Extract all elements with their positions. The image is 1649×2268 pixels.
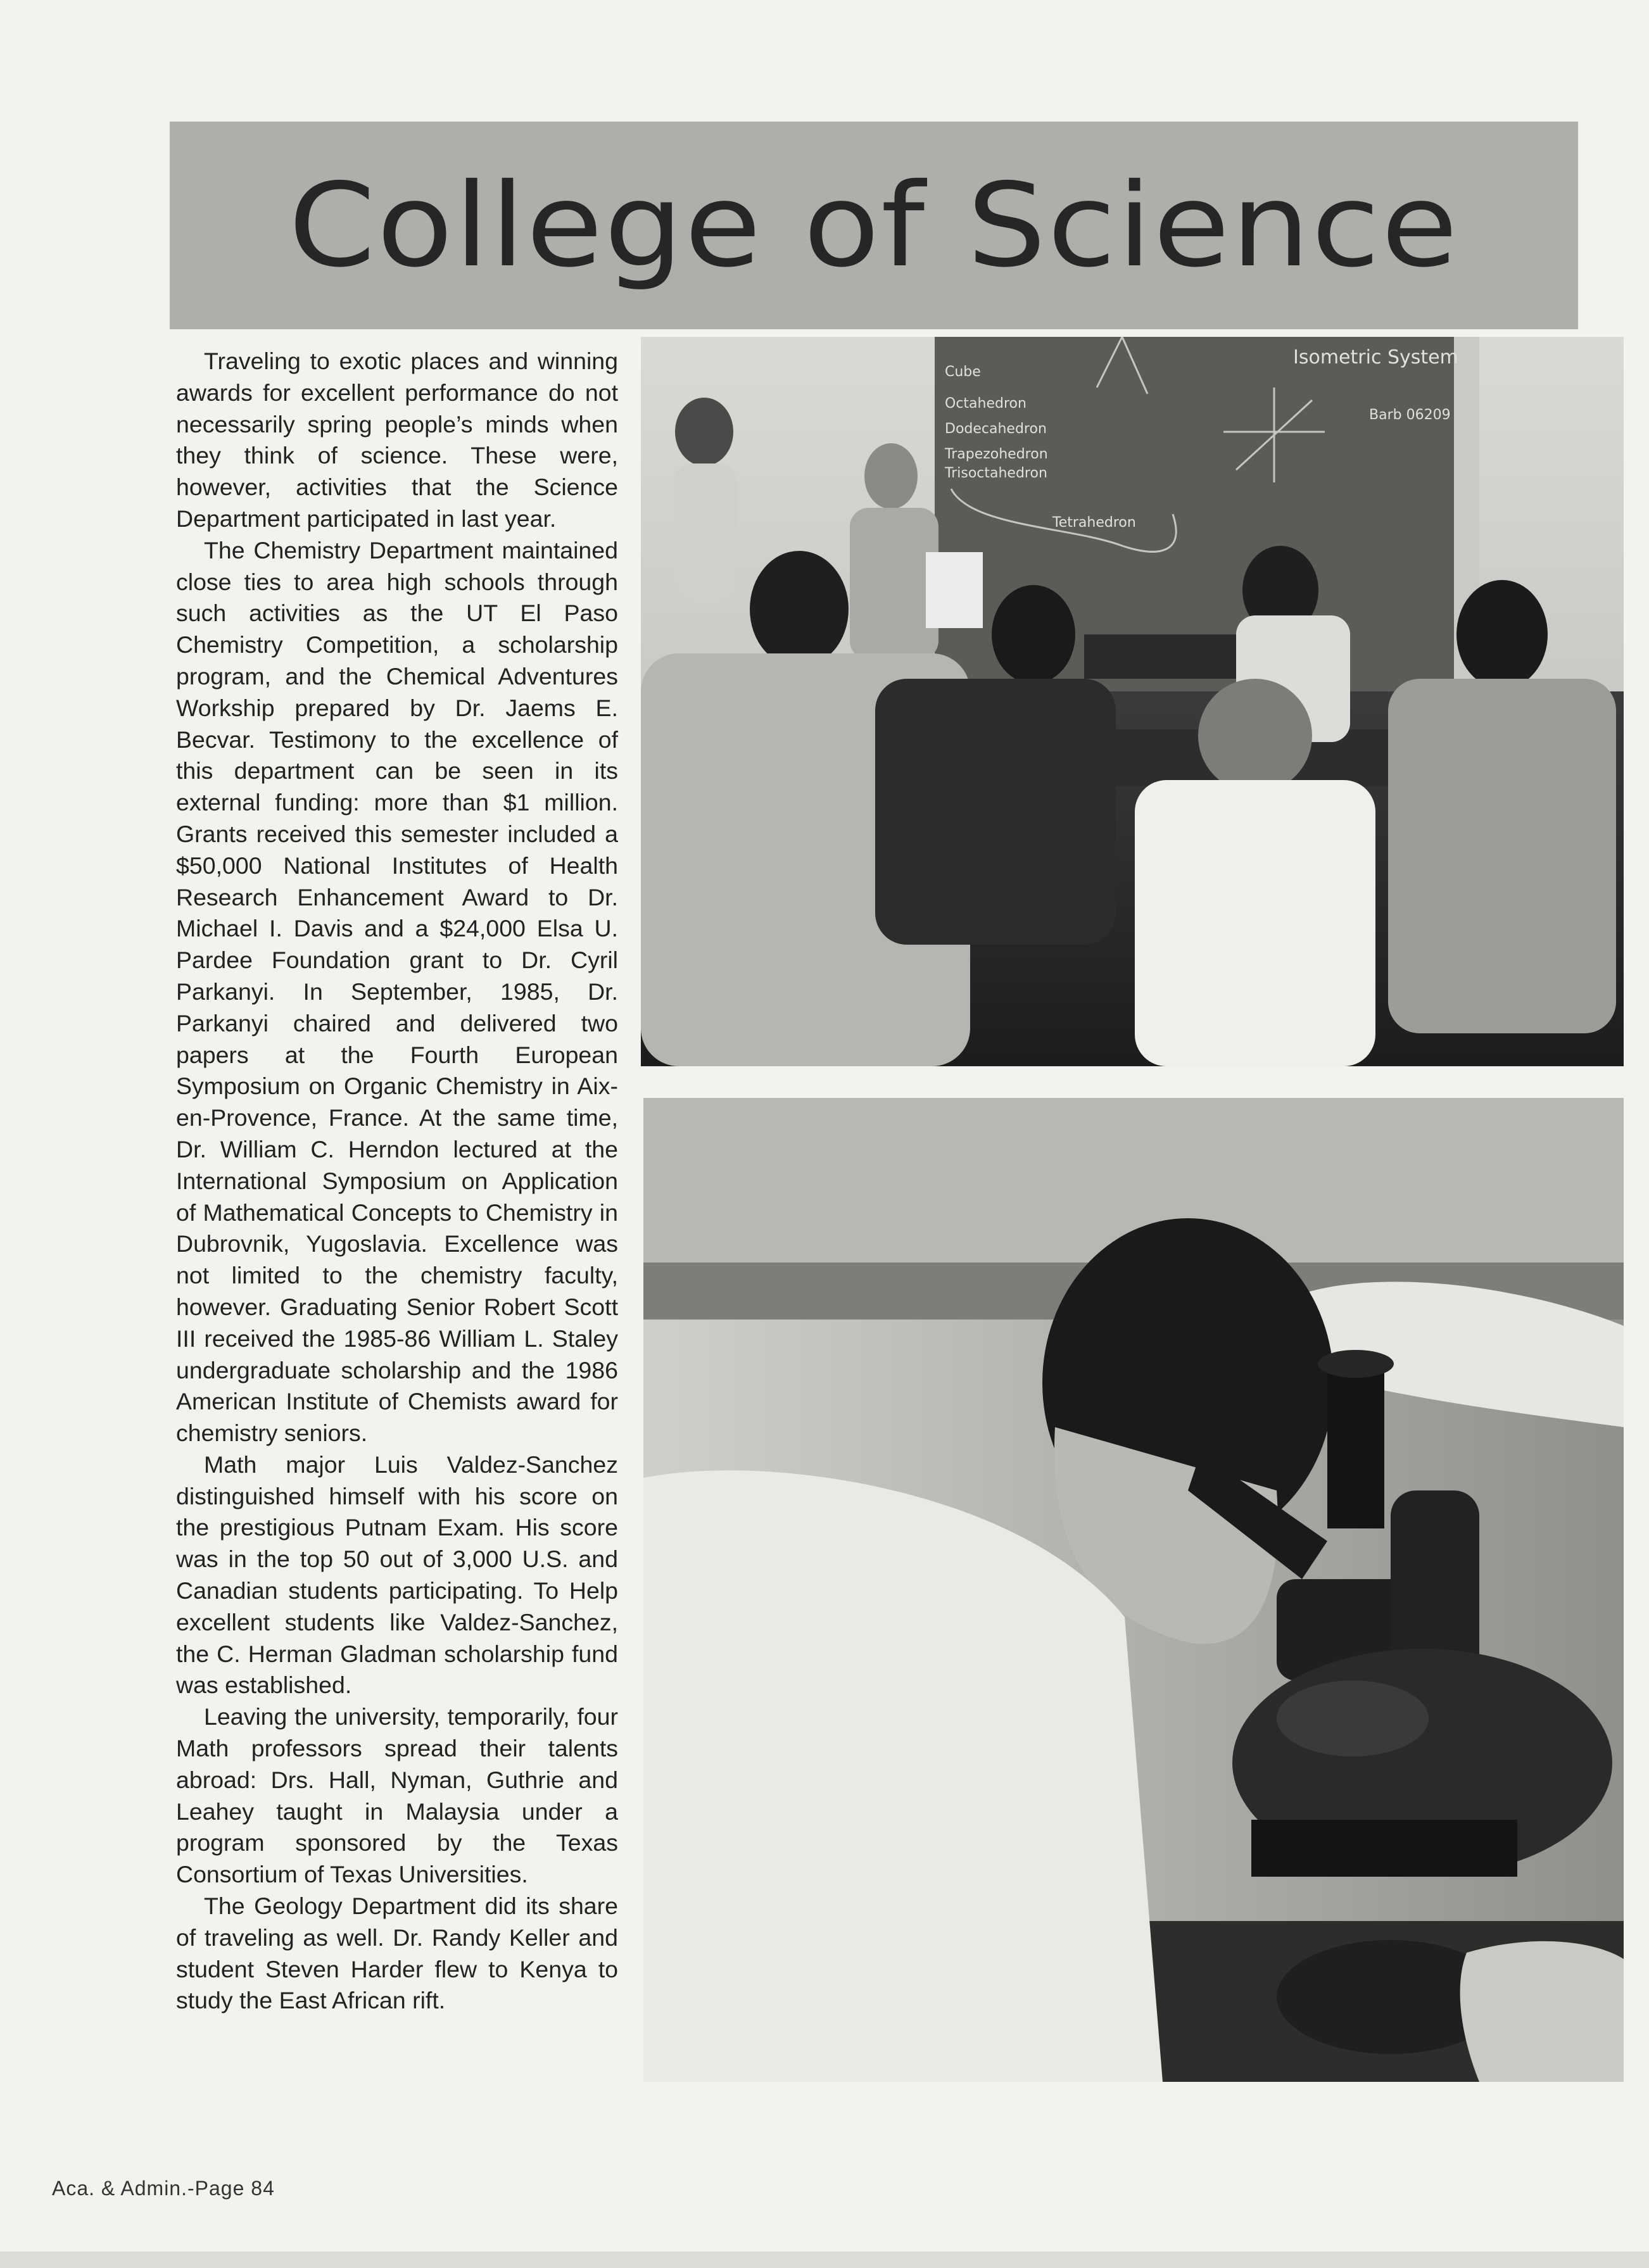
- chalkboard-note: Barb 06209: [1369, 407, 1451, 423]
- classroom-photo: [641, 337, 1624, 1066]
- page-title: College of Science: [288, 158, 1460, 293]
- article-paragraph: The Geology Department did its share of traveling as well. Dr. Randy Keller and student Steven Harder flew to Kenya to study the East African rift.: [176, 1893, 618, 2014]
- article-paragraph: Leaving the university, temporarily, four Math professors spread their talents abroad: Drs. Hall, Nyman, Guthrie and Leahey taught in Malaysia under a program sponsored by the Texas Consortium of Texas Universities.: [176, 1703, 618, 1888]
- microscope-photo: [643, 1098, 1624, 2082]
- classroom-photo-image: [641, 337, 1624, 1066]
- chalkboard-line: Cube: [945, 364, 981, 380]
- chalkboard-line: Octahedron: [945, 396, 1027, 412]
- chalkboard-line: Tetrahedron: [1052, 515, 1136, 531]
- chalkboard-line: Dodecahedron: [945, 421, 1047, 437]
- chalkboard-line: Trisoctahedron: [945, 465, 1047, 481]
- page-folio: Aca. & Admin.-Page 84: [52, 2177, 275, 2200]
- article-paragraph: Traveling to exotic places and winning awards for excellent performance do not necessarily spring people’s minds when they think of science. These were, however, activities that the Science Department participated in last year.: [176, 348, 618, 532]
- page-edge: [0, 2252, 1649, 2268]
- article-paragraph: The Chemistry Department maintained close ties to area high schools through such activities as the UT El Paso Chemistry Competition, a scholarship program, and the Chemical Adventures Workship prepared by Dr. Jaems E. Becvar. Testimony to the excellence of this department can be seen in its external funding: more than $1 million. Grants received this semester included a $50,000 National Institutes of Health Research Enhancement Award to Dr. Michael I. Davis and a $24,000 Elsa U. Pardee Foundation grant to Dr. Cyril Parkanyi. In September, 1985, Dr. Parkanyi chaired and delivered two papers at the Fourth European Symposium on Organic Chemistry in Aix-en-Provence, France. At the same time, Dr. William C. Herndon lectured at the International Symposium on Application of Mathematical Concepts to Chemistry in Dubrovnik, Yugoslavia. Excellence was not limited to the chemistry faculty, however. Graduating Senior Robert Scott III received the 1985-86 William L. Staley undergraduate scholarship and the 1986 American Institute of Chemists award for chemistry seniors.: [176, 536, 618, 1447]
- title-banner: [170, 122, 1578, 329]
- microscope-photo-image: [643, 1098, 1624, 2082]
- article-paragraph: Math major Luis Valdez-Sanchez distinguished himself with his score on the prestigious Putnam Exam. His score was in the top 50 out of 3,000 U.S. and Canadian students participating. To Help excellent students like Valdez-Sanchez, the C. Herman Gladman scholarship fund was established.: [176, 1451, 618, 1699]
- article-column: [176, 346, 618, 2017]
- chalkboard-line: Trapezohedron: [945, 446, 1048, 462]
- chalkboard-heading: Isometric System: [1293, 346, 1458, 369]
